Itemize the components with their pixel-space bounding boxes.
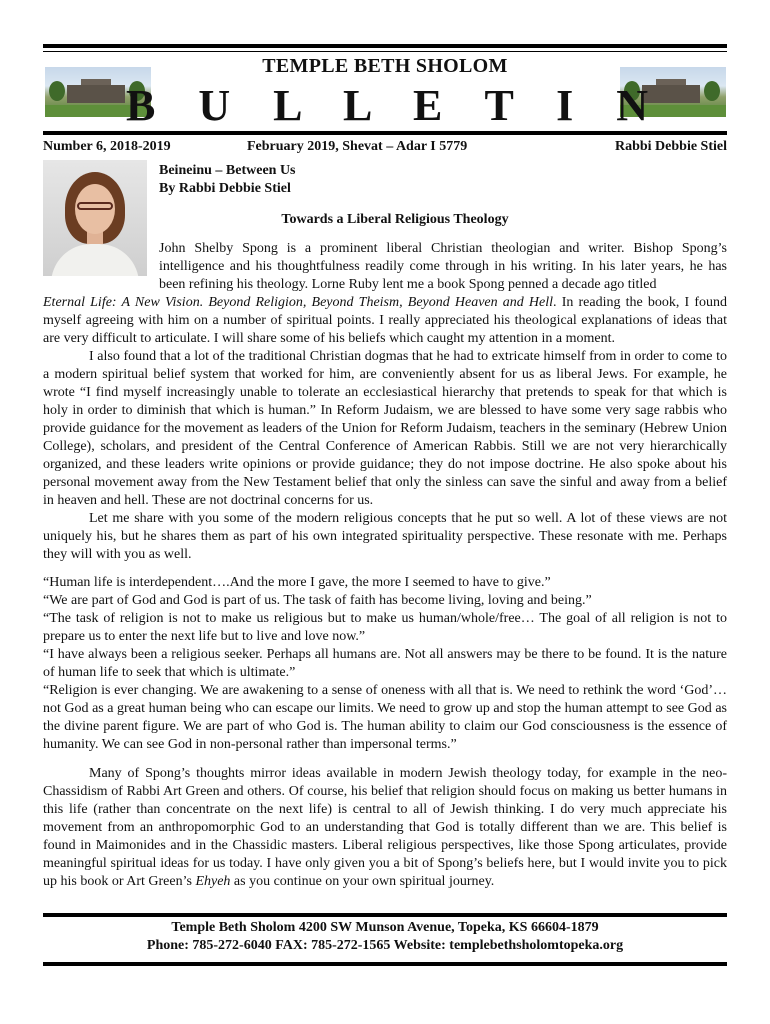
column-name: Beineinu – Between Us xyxy=(159,163,296,178)
masthead-rule xyxy=(43,131,727,135)
author-line: By Rabbi Debbie Stiel xyxy=(159,181,291,196)
footer-rule-bottom xyxy=(43,962,727,966)
article-body xyxy=(43,294,727,564)
book-title: Eternal Life: A New Vision. Beyond Religion, Beyond Theism, Beyond Heaven and Hell xyxy=(43,295,554,310)
org-name: TEMPLE BETH SHOLOM xyxy=(262,55,508,77)
quote-item: “We are part of God and God is part of us. The task of faith has become living, loving and being.” xyxy=(43,593,592,608)
footer-contact: Phone: 785-272-6040 FAX: 785-272-1565 Website: templebethsholomtopeka.org xyxy=(146,938,624,953)
para4-end: as you continue on your own spiritual journey. xyxy=(230,874,495,889)
quotes-list xyxy=(43,574,727,754)
rabbi-name: Rabbi Debbie Stiel xyxy=(614,139,727,154)
closing-paragraph xyxy=(43,765,727,891)
issue-number: Number 6, 2018-2019 xyxy=(43,139,171,154)
intro-first: John Shelby Spong is a prominent liberal Christian theologian and writer. Bishop Spong’s intelligence and his thoughtfulness readily come through in his writing. In his later years, he has been refining his theology. Lorne Ruby lent me a book Spong penned a decade ago titled xyxy=(159,241,727,292)
issue-date: February 2019, Shevat – Adar I 5779 xyxy=(247,139,468,154)
paragraph-3: Let me share with you some of the modern religious concepts that he put so well. A lot of these views are not uniquely his, but he shares them as part of his own integrated spirituality perspective. These resonate with me. Perhaps they will with you as well. xyxy=(43,511,727,562)
quote-item: “The task of religion is not to make us religious but to make us human/whole/free… The goal of all religion is not to prepare us to enter the next life but to live and love now.” xyxy=(43,611,727,644)
ehyeh-title: Ehyeh xyxy=(195,874,231,889)
paragraph-2: I also found that a lot of the traditional Christian dogmas that he had to extricate himself from in order to come to a modern spiritual belief system that worked for him, are conveniently absent for us as liberal Jews. For example, he wrote “I find myself increasingly unable to tolerate an ecclesiastical hierarchy that pretends to speak for that which is holy in order to diminish that which is human.” In Reform Judaism, we are blessed to have some very sage rabbis who provide guidance for the movement as leaders of the Union for Reform Judaism, teachers in the seminary (Hebrew Union College), scholars, and president of the Central Conference of American Rabbis. Still we are not very hierarchically organized, and these leaders write opinions or provide guidance; they do not impose doctrine. He also spoke about his personal movement away from the New Testament belief that only the sinless can save the sinful and away from a belief in heaven and hell. These are not doctrinal concerns for us. xyxy=(43,349,727,508)
intro-rest: . In reading the book, I found myself agreeing with him on a number of spiritual points. I really appreciated his theological explanations of ideas that are very difficult to articulate. I will share some of his beliefs which caught my attention in a moment. xyxy=(43,295,727,346)
para4-start: Many of Spong’s thoughts mirror ideas available in modern Jewish theology today, for example in the neo-Chassidism of Rabbi Art Green and others. Of course, his belief that religion should focus on making us better humans in this life (rather than concentrate on the next life) is central to all of Jewish thinking. I do very much appreciate his movement from an anthropomorphic God to an understanding that God is totally different than we are. This belief is found in Maimonides and in the Chassidic masters. Liberal religious perspectives, like those Spong articulates, provide meaningful spiritual ideas for us today. I have only given you a bit of Spong’s beliefs here, but I would invite you to pick up his book or Art Green’s xyxy=(43,766,727,889)
quote-item: “Human life is interdependent….And the more I gave, the more I seemed to have to give.” xyxy=(43,575,551,590)
footer-rule-top xyxy=(43,913,727,917)
quote-item: “I have always been a religious seeker. Perhaps all humans are. Not all answers may be there to be found. It is the nature of human life to seek that which is ultimate.” xyxy=(43,647,727,680)
top-rule-thin xyxy=(43,51,727,52)
quote-item: “Religion is ever changing. We are awakening to a sense of oneness with all that is. We need to rethink the word ‘God’…not God as a great human being who can escape our limits. We need to grow up and stop the human attempt to see God as the divine parent figure. We are part of who God is. The human ability to claim our God consciousness is the essence of humanity. We can see God in non-personal rather than impersonal terms.” xyxy=(43,683,727,752)
article-heading: Towards a Liberal Religious Theology xyxy=(281,212,509,227)
bulletin-title: B U L L E T I N xyxy=(126,81,664,130)
top-rule-thick xyxy=(43,44,727,48)
intro-paragraph-top xyxy=(159,240,727,294)
footer-address: Temple Beth Sholom 4200 SW Munson Avenue, Topeka, KS 66604-1879 xyxy=(171,920,599,935)
